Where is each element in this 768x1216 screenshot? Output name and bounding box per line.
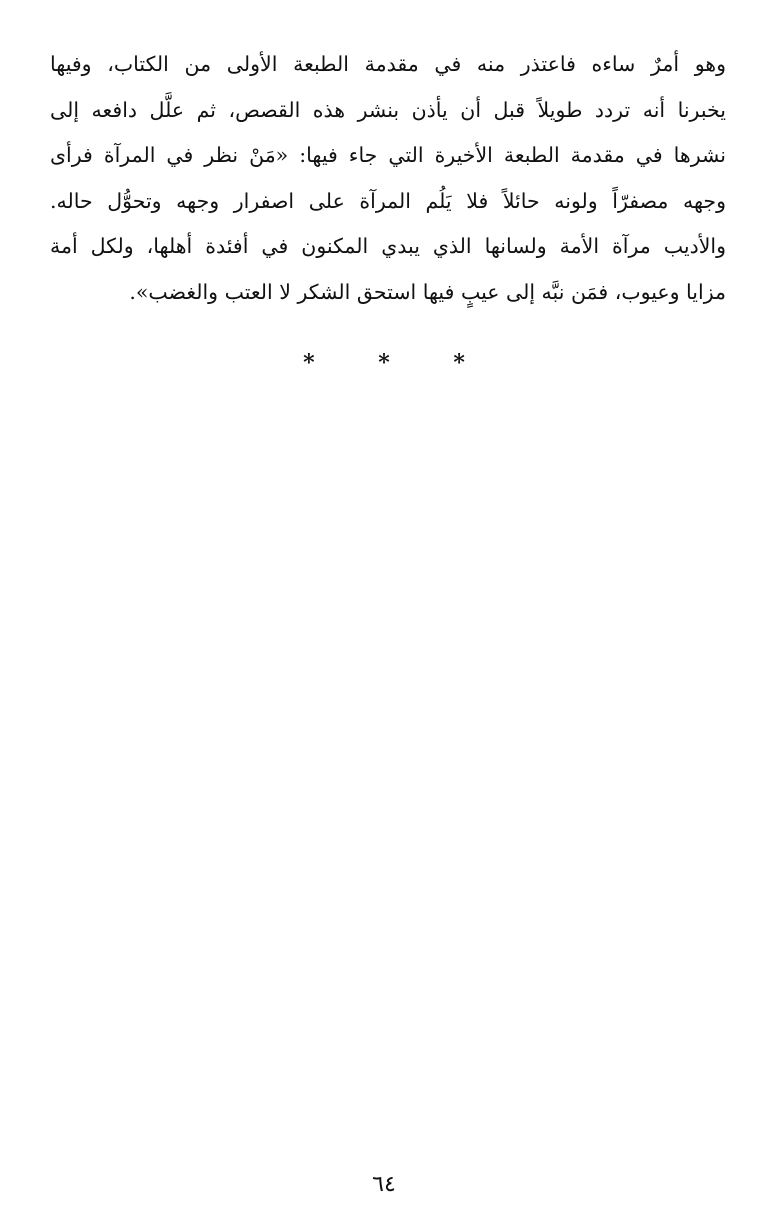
text-line-6: مزايا وعيوب، فمَن نبَّه إلى عيبٍ فيها استحق الشكر لا العتب والغضب». xyxy=(129,279,726,304)
body-paragraph xyxy=(50,42,726,315)
section-separator: * * * xyxy=(303,350,493,376)
text-line-3: نشرها في مقدمة الطبعة الأخيرة التي جاء فيها: «مَنْ نظر في المرآة فرأى xyxy=(50,143,726,167)
text-line-4: وجهه مصفرّاً ولونه حائلاً فلا يَلُم المرآة على اصفرار وجهه وتحوُّل حاله. xyxy=(50,188,726,213)
text-line-2: يخبرنا أنه تردد طويلاً قبل أن يأذن بنشر هذه القصص، ثم علَّل دافعه إلى xyxy=(50,97,726,122)
text-line-5: والأديب مرآة الأمة ولسانها الذي يبدي المكنون في أفئدة أهلها، ولكل أمة xyxy=(50,234,726,258)
page-number: ٦٤ xyxy=(372,1172,396,1197)
text-line-1: وهو أمرٌ ساءه فاعتذر منه في مقدمة الطبعة الأولى من الكتاب، وفيها xyxy=(50,52,726,76)
